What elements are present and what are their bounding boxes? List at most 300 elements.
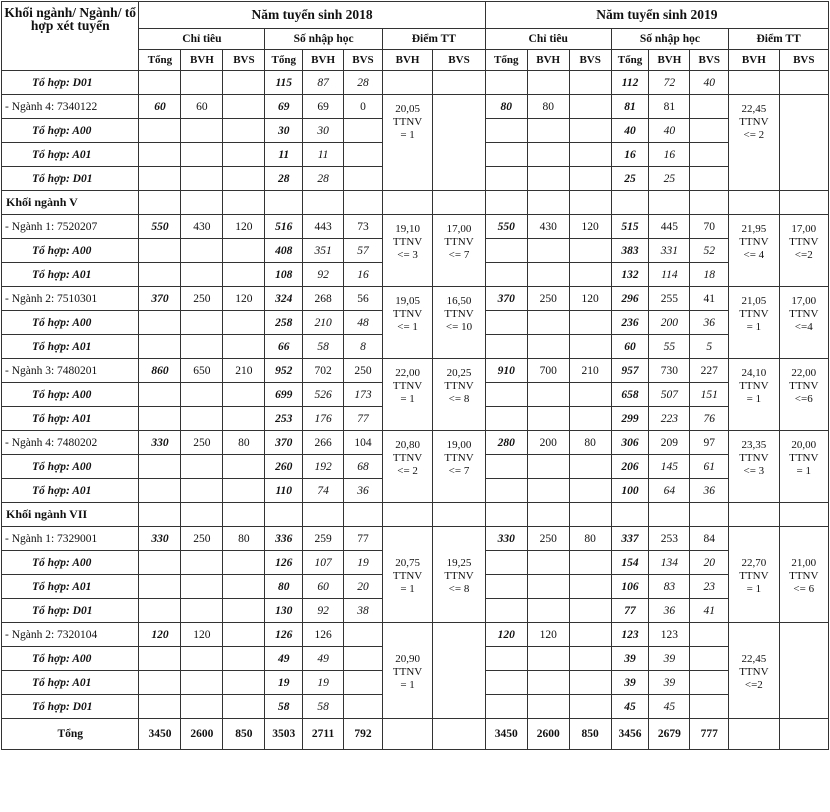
- cell: [344, 191, 383, 215]
- score-value: 19,10: [395, 223, 420, 235]
- cell: 507: [649, 383, 690, 407]
- cell: 730: [649, 359, 690, 383]
- cell: [139, 647, 181, 671]
- cell: [527, 71, 569, 95]
- score-value: 19,05: [395, 295, 420, 307]
- cell: 299: [611, 407, 649, 431]
- cell: 126: [303, 623, 344, 647]
- col-header: BVS: [690, 50, 729, 71]
- cell: [181, 503, 223, 527]
- cell: 151: [690, 383, 729, 407]
- cell: [690, 647, 729, 671]
- cell: 36: [649, 599, 690, 623]
- cell: 154: [611, 551, 649, 575]
- cell: 39: [611, 647, 649, 671]
- cell: [223, 383, 265, 407]
- cell: 210: [303, 311, 344, 335]
- cell: [223, 599, 265, 623]
- cell: 250: [527, 287, 569, 311]
- col-header: Tổng: [485, 50, 527, 71]
- cell: 87: [303, 71, 344, 95]
- row-label: Tổ hợp: A00: [2, 239, 139, 263]
- cell: [569, 263, 611, 287]
- cell: 370: [139, 287, 181, 311]
- score-rank: = 1: [400, 129, 415, 141]
- cell: 123: [649, 623, 690, 647]
- row-label: Tổ hợp: A00: [2, 551, 139, 575]
- row-label: Tổ hợp: D01: [2, 599, 139, 623]
- score-cell: [433, 215, 486, 287]
- score-rank: <= 8: [448, 583, 470, 595]
- cell: 25: [611, 167, 649, 191]
- cell: 18: [690, 263, 729, 287]
- cell: [223, 647, 265, 671]
- score-cell: [433, 527, 486, 623]
- cell: [690, 143, 729, 167]
- cell: [527, 503, 569, 527]
- col-header: BVS: [223, 50, 265, 71]
- row-label: Tổ hợp: A01: [2, 479, 139, 503]
- cell: 28: [303, 167, 344, 191]
- cell: 957: [611, 359, 649, 383]
- cell: [527, 191, 569, 215]
- cell: [569, 623, 611, 647]
- cell: [139, 575, 181, 599]
- cell: [303, 191, 344, 215]
- cell: [569, 119, 611, 143]
- table-row: [2, 359, 829, 383]
- cell: [344, 695, 383, 719]
- cell: [485, 503, 527, 527]
- header-so-nhap-hoc-2018: Số nhập học: [265, 29, 383, 50]
- row-label: - Ngành 2: 7510301: [2, 287, 139, 311]
- score-rank: <= 8: [448, 393, 470, 405]
- score-rank: <= 3: [397, 249, 418, 261]
- cell: [611, 503, 649, 527]
- cell: 120: [569, 215, 611, 239]
- cell: [223, 263, 265, 287]
- cell: 330: [485, 527, 527, 551]
- cell: 92: [303, 599, 344, 623]
- cell: 383: [611, 239, 649, 263]
- cell: [181, 479, 223, 503]
- score-cell: [729, 215, 779, 287]
- score-rank: <= 10: [445, 321, 473, 333]
- total-cell: 2600: [527, 719, 569, 750]
- cell: [569, 143, 611, 167]
- cell: 11: [303, 143, 344, 167]
- cell: [527, 599, 569, 623]
- cell: [344, 671, 383, 695]
- cell: [569, 335, 611, 359]
- row-label: - Ngành 3: 7480201: [2, 359, 139, 383]
- score-cell: [433, 287, 486, 359]
- cell: [344, 143, 383, 167]
- cell: [485, 239, 527, 263]
- score-value: 17,00: [446, 223, 472, 235]
- cell: [779, 71, 828, 95]
- score-rule: TTNV: [789, 380, 819, 392]
- score-rule: TTNV: [739, 236, 769, 248]
- cell: [690, 191, 729, 215]
- cell: 526: [303, 383, 344, 407]
- cell: 57: [344, 239, 383, 263]
- cell: [382, 71, 432, 95]
- cell: 443: [303, 215, 344, 239]
- cell: 52: [690, 239, 729, 263]
- cell: [569, 647, 611, 671]
- cell: 55: [649, 335, 690, 359]
- cell: [527, 407, 569, 431]
- cell: [344, 623, 383, 647]
- cell: 259: [303, 527, 344, 551]
- score-rule: TTNV: [392, 116, 423, 128]
- cell: 30: [303, 119, 344, 143]
- cell: [527, 455, 569, 479]
- cell: 120: [223, 287, 265, 311]
- cell: 120: [139, 623, 181, 647]
- cell: 227: [690, 359, 729, 383]
- cell: 910: [485, 359, 527, 383]
- col-header: Tổng: [265, 50, 303, 71]
- cell: 80: [569, 527, 611, 551]
- cell: 110: [265, 479, 303, 503]
- cell: [569, 575, 611, 599]
- score-rule: TTNV: [444, 570, 474, 582]
- cell: [527, 119, 569, 143]
- score-rule: TTNV: [444, 308, 474, 320]
- cell: [223, 119, 265, 143]
- row-label: - Ngành 4: 7480202: [2, 431, 139, 455]
- score-cell: [779, 623, 828, 719]
- cell: [485, 263, 527, 287]
- score-cell: [779, 215, 828, 287]
- cell: [569, 503, 611, 527]
- cell: 83: [649, 575, 690, 599]
- header-so-nhap-hoc-2019: Số nhập học: [611, 29, 729, 50]
- col-header: BVH: [181, 50, 223, 71]
- cell: 351: [303, 239, 344, 263]
- cell: [527, 671, 569, 695]
- cell: 72: [649, 71, 690, 95]
- score-rank: = 1: [746, 321, 762, 333]
- cell: 280: [485, 431, 527, 455]
- cell: 80: [265, 575, 303, 599]
- cell: 115: [265, 71, 303, 95]
- cell: 192: [303, 455, 344, 479]
- cell: 702: [303, 359, 344, 383]
- cell: [181, 407, 223, 431]
- cell: [485, 191, 527, 215]
- cell: 126: [265, 551, 303, 575]
- cell: 66: [265, 335, 303, 359]
- cell: [569, 311, 611, 335]
- score-rule: TTNV: [444, 236, 474, 248]
- cell: 60: [181, 95, 223, 119]
- cell: [485, 119, 527, 143]
- total-cell: 3450: [485, 719, 527, 750]
- score-rank: <=2: [794, 249, 813, 261]
- cell: 68: [344, 455, 383, 479]
- cell: 210: [223, 359, 265, 383]
- cell: 296: [611, 287, 649, 311]
- cell: 60: [139, 95, 181, 119]
- score-value: 17,00: [791, 223, 817, 235]
- cell: [485, 479, 527, 503]
- cell: 108: [265, 263, 303, 287]
- cell: [649, 503, 690, 527]
- score-cell: [382, 287, 432, 359]
- cell: 370: [485, 287, 527, 311]
- score-rank: <=4: [794, 321, 813, 333]
- score-value: 20,00: [791, 439, 817, 451]
- total-cell: 3456: [611, 719, 649, 750]
- cell: 80: [223, 527, 265, 551]
- score-value: 22,00: [395, 367, 420, 379]
- cell: [485, 695, 527, 719]
- score-rank: <=2: [744, 679, 763, 691]
- col-header: BVH: [729, 50, 779, 71]
- cell: 324: [265, 287, 303, 311]
- cell: 132: [611, 263, 649, 287]
- score-rank: <= 7: [448, 249, 470, 261]
- cell: 81: [611, 95, 649, 119]
- score-cell: [382, 527, 432, 623]
- cell: [181, 383, 223, 407]
- score-rank: = 1: [400, 679, 415, 691]
- cell: [223, 335, 265, 359]
- col-header: Tổng: [139, 50, 181, 71]
- cell: [344, 119, 383, 143]
- score-rule: TTNV: [392, 452, 423, 464]
- cell: 73: [344, 215, 383, 239]
- score-value: 20,05: [395, 103, 420, 115]
- cell: 0: [344, 95, 383, 119]
- cell: [139, 143, 181, 167]
- cell: 306: [611, 431, 649, 455]
- cell: 370: [265, 431, 303, 455]
- table-row: [2, 215, 829, 239]
- cell: [690, 95, 729, 119]
- cell: 38: [344, 599, 383, 623]
- cell: [485, 647, 527, 671]
- table-row: [2, 191, 829, 215]
- header-diem-tt-2019: Điểm TT: [729, 29, 829, 50]
- score-value: 20,75: [395, 557, 420, 569]
- score-rule: TTNV: [392, 308, 423, 320]
- cell: [527, 263, 569, 287]
- cell: 76: [690, 407, 729, 431]
- cell: 200: [649, 311, 690, 335]
- cell: 19: [265, 671, 303, 695]
- col-header: BVS: [433, 50, 486, 71]
- cell: [139, 191, 181, 215]
- cell: 120: [485, 623, 527, 647]
- cell: [223, 479, 265, 503]
- cell: 266: [303, 431, 344, 455]
- cell: 250: [181, 287, 223, 311]
- col-header: BVS: [569, 50, 611, 71]
- score-value: 22,70: [741, 557, 767, 569]
- col-header: Tổng: [611, 50, 649, 71]
- header-year-2019: Năm tuyển sinh 2019: [485, 2, 828, 29]
- cell: 25: [649, 167, 690, 191]
- cell: [181, 551, 223, 575]
- cell: 48: [344, 311, 383, 335]
- cell: [527, 647, 569, 671]
- cell: [485, 599, 527, 623]
- cell: [223, 551, 265, 575]
- cell: [223, 623, 265, 647]
- cell: 253: [649, 527, 690, 551]
- cell: [485, 383, 527, 407]
- col-header: BVS: [344, 50, 383, 71]
- total-label: Tổng: [2, 719, 139, 750]
- cell: [433, 71, 486, 95]
- cell: [223, 167, 265, 191]
- cell: 19: [344, 551, 383, 575]
- cell: [223, 695, 265, 719]
- cell: [139, 503, 181, 527]
- cell: 106: [611, 575, 649, 599]
- cell: 28: [265, 167, 303, 191]
- score-cell: [779, 287, 828, 359]
- cell: 40: [649, 119, 690, 143]
- cell: 100: [611, 479, 649, 503]
- cell: [527, 383, 569, 407]
- cell: [139, 455, 181, 479]
- group-label: Khối ngành V: [2, 191, 139, 215]
- cell: [569, 599, 611, 623]
- header-chi-tieu-2019: Chỉ tiêu: [485, 29, 611, 50]
- cell: 515: [611, 215, 649, 239]
- cell: 550: [485, 215, 527, 239]
- cell: 81: [649, 95, 690, 119]
- cell: [139, 695, 181, 719]
- cell: 80: [569, 431, 611, 455]
- cell: [181, 647, 223, 671]
- cell: [382, 191, 432, 215]
- cell: [569, 407, 611, 431]
- cell: [527, 551, 569, 575]
- score-cell: [779, 431, 828, 503]
- cell: 860: [139, 359, 181, 383]
- cell: [485, 335, 527, 359]
- cell: [569, 551, 611, 575]
- cell: [181, 263, 223, 287]
- cell: [729, 71, 779, 95]
- cell: 39: [649, 671, 690, 695]
- score-rank: <=6: [794, 393, 813, 405]
- cell: 408: [265, 239, 303, 263]
- score-cell: [729, 287, 779, 359]
- cell: 145: [649, 455, 690, 479]
- cell: 36: [690, 479, 729, 503]
- row-label: Tổ hợp: A00: [2, 119, 139, 143]
- cell: [139, 311, 181, 335]
- score-rank: <= 2: [397, 465, 418, 477]
- cell: 223: [649, 407, 690, 431]
- cell: 58: [265, 695, 303, 719]
- cell: 40: [690, 71, 729, 95]
- cell: 107: [303, 551, 344, 575]
- cell: 258: [265, 311, 303, 335]
- score-rule: TTNV: [444, 452, 474, 464]
- cell: [223, 407, 265, 431]
- cell: [139, 407, 181, 431]
- cell: [223, 71, 265, 95]
- cell: 260: [265, 455, 303, 479]
- score-cell: [729, 527, 779, 623]
- cell: [265, 191, 303, 215]
- cell: [139, 383, 181, 407]
- cell: 331: [649, 239, 690, 263]
- row-label: Tổ hợp: A00: [2, 647, 139, 671]
- cell: 74: [303, 479, 344, 503]
- cell: [485, 671, 527, 695]
- cell: 210: [569, 359, 611, 383]
- score-rule: TTNV: [739, 308, 769, 320]
- cell: [779, 503, 828, 527]
- cell: [181, 695, 223, 719]
- cell: [433, 503, 486, 527]
- cell: [139, 119, 181, 143]
- cell: 699: [265, 383, 303, 407]
- cell: 250: [181, 431, 223, 455]
- score-rule: TTNV: [739, 380, 769, 392]
- cell: [265, 503, 303, 527]
- cell: 104: [344, 431, 383, 455]
- score-rank: <= 2: [743, 129, 765, 141]
- cell: 430: [181, 215, 223, 239]
- cell: 39: [611, 671, 649, 695]
- score-rule: TTNV: [739, 570, 769, 582]
- cell: [223, 575, 265, 599]
- cell: [527, 239, 569, 263]
- cell: [223, 95, 265, 119]
- cell: 80: [485, 95, 527, 119]
- cell: [569, 455, 611, 479]
- score-value: 22,45: [741, 103, 767, 115]
- score-rule: TTNV: [739, 666, 769, 678]
- cell: 11: [265, 143, 303, 167]
- cell: [139, 239, 181, 263]
- row-label: Tổ hợp: A00: [2, 455, 139, 479]
- score-rank: = 1: [400, 393, 415, 405]
- cell: [527, 335, 569, 359]
- cell: [690, 167, 729, 191]
- score-cell: [779, 359, 828, 431]
- cell: [344, 647, 383, 671]
- header-year-2018: Năm tuyển sinh 2018: [139, 2, 485, 29]
- cell: [569, 167, 611, 191]
- table-row: [2, 95, 829, 119]
- table-row: [2, 527, 829, 551]
- cell: [223, 671, 265, 695]
- cell: 130: [265, 599, 303, 623]
- cell: 69: [265, 95, 303, 119]
- score-rule: TTNV: [739, 452, 769, 464]
- cell: 97: [690, 431, 729, 455]
- cell: [433, 191, 486, 215]
- cell: [690, 695, 729, 719]
- cell: [344, 167, 383, 191]
- score-value: 21,05: [741, 295, 767, 307]
- score-value: 24,10: [741, 367, 767, 379]
- cell: 69: [303, 95, 344, 119]
- total-cell: 3450: [139, 719, 181, 750]
- cell: [181, 71, 223, 95]
